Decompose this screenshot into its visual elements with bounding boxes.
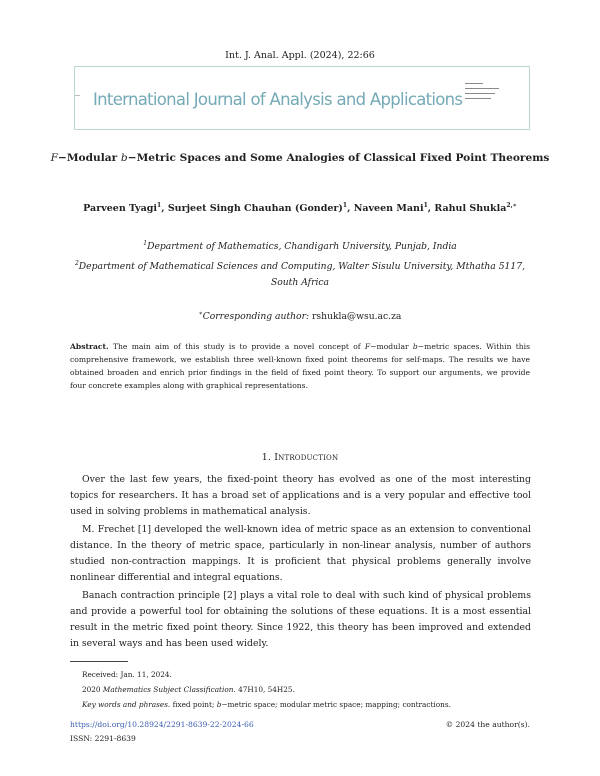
journal-banner <box>74 66 530 130</box>
corresponding-email[interactable]: rshukla@wsu.ac.za <box>312 311 402 323</box>
abstract: Abstract. The main aim of this study is to provide a novel concept of F−modular b−metric spaces. Within this comprehensive framework, we establish three well-known fixed point theorems for self-maps. The results we have obtained broaden and enrich prior findings in the field of fixed point theory. To support our arguments, we provide four concrete examples along with graphical representations. <box>70 342 530 390</box>
doi-link[interactable]: https://doi.org/10.28924/2291-8639-22-2024-66 <box>70 720 254 729</box>
affiliation-1: $^1$Department of Mathematics, Chandigarh University, Punjab, India <box>143 240 457 253</box>
banner-marker <box>75 95 80 96</box>
author-name: Naveen Mani <box>353 203 424 215</box>
paper-title: F−Modular b−Metric Spaces and Some Analogies of Classical Fixed Point Theorems <box>50 152 550 164</box>
journal-banner-title: International Journal of Analysis and Applications <box>93 90 463 109</box>
footnote-divider <box>70 661 128 662</box>
affiliation-2: $^2$Department of Mathematical Sciences and Computing, Walter Sisulu University, Mthatha 5117, South Africa <box>74 260 526 289</box>
copyright-notice: © 2024 the author(s). <box>445 720 530 729</box>
author-name: Parveen Tyagi <box>83 203 157 215</box>
received-date: Received: Jan. 11, 2024. <box>82 670 172 679</box>
issn: ISSN: 2291-8639 <box>70 734 136 743</box>
author-list: Parveen Tyagi$^1$, Surjeet Singh Chauhan (Gonder)$^1$, Naveen Mani$^1$, Rahul Shukla$^{2,∗}$ <box>83 202 517 215</box>
body-paragraph: Over the last few years, the fixed-point theory has evolved as one of the most interesting topics for researchers. It has a broad set of applications and is a very popular and effective tool used in solving problems in mathematical analysis. <box>70 474 531 517</box>
msc-classification: 2020 Mathematics Subject Classification. 47H10, 54H25. <box>82 685 295 694</box>
section-heading: 1. Introduction <box>261 452 339 463</box>
keywords: Key words and phrases. fixed point; b−metric space; modular metric space; mapping; contractions. <box>82 700 451 709</box>
journal-reference: Int. J. Anal. Appl. (2024), 22:66 <box>225 50 375 61</box>
body-paragraph: Banach contraction principle [2] plays a vital role to deal with such kind of physical problems and provide a powerful tool for obtaining the solutions of these equations. It is a most essential result in the metric fixed point theory. Since 1922, this theory has been improved and extended in several ways and has been used widely. <box>70 590 531 649</box>
corresponding-author: ∗Corresponding author: rshukla@wsu.ac.za <box>198 310 402 323</box>
author-name: Surjeet Singh Chauhan (Gonder) <box>167 203 343 215</box>
body-paragraph: M. Frechet [1] developed the well-known idea of metric space as an extension to conventional distance. In the theory of metric space, particularly in non-linear analysis, number of authors studied non-contraction mappings. It is proficient that physical problems generally involve nonlinear differential and integral equations. <box>70 524 531 583</box>
journal-logo-icon <box>465 79 517 113</box>
author-name: Rahul Shukla <box>434 203 507 215</box>
